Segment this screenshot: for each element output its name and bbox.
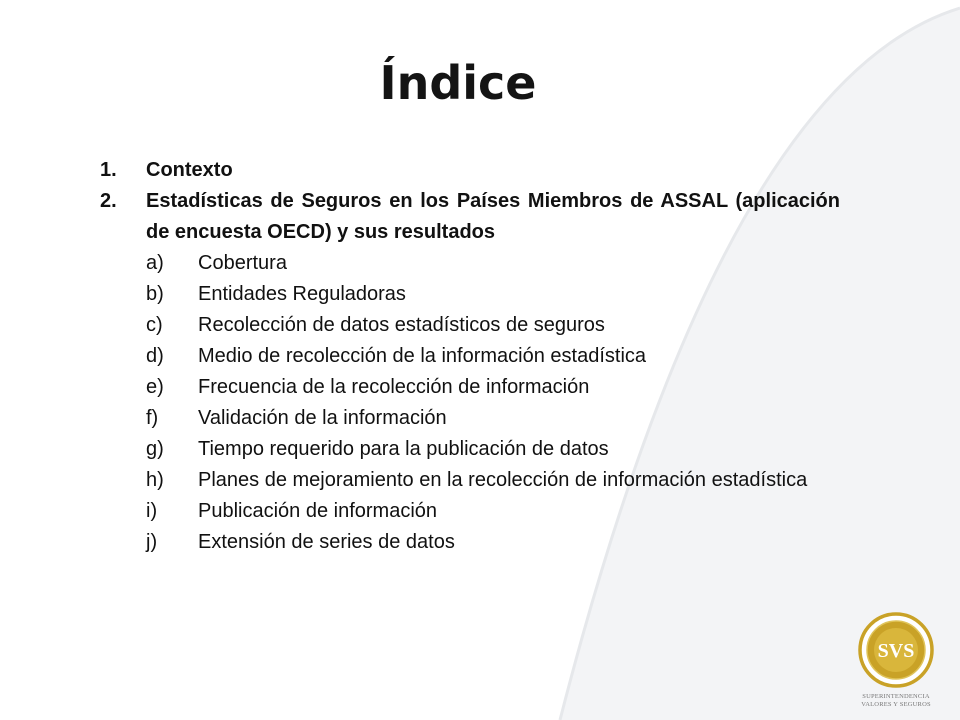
toc-item-text: Contexto: [146, 159, 233, 181]
toc-subitem-text: Publicación de información: [198, 500, 438, 522]
toc-subitem-text: Extensión de series de datos: [198, 531, 455, 553]
toc-subitem-planes: [146, 465, 840, 496]
toc-subitem-validacion: [146, 403, 840, 434]
toc-subitem-cobertura: [146, 248, 840, 279]
slide-title: Índice: [379, 56, 537, 110]
toc-subitem-text: Medio de recolección de la información estadística: [198, 345, 647, 367]
svs-logo: [856, 610, 936, 718]
toc-subitem-text: Frecuencia de la recolección de información: [198, 376, 590, 398]
toc-item-number: 2.: [100, 190, 117, 212]
toc-subitem-letter: f): [146, 407, 159, 429]
toc-item-text: Estadísticas de Seguros en los Países Miembros de ASSAL (aplicación de encuesta OECD) y sus resultados: [146, 190, 840, 243]
toc-subitem-letter: h): [146, 469, 164, 491]
emblem-monogram: SVS: [877, 640, 915, 662]
toc-subitem-letter: d): [146, 345, 164, 367]
toc-subitem-text: Validación de la información: [198, 407, 447, 429]
toc-item-contexto: [100, 155, 840, 186]
toc-subitem-recoleccion-datos: [146, 310, 840, 341]
table-of-contents: [100, 155, 840, 558]
toc-subitem-text: Entidades Reguladoras: [198, 283, 406, 305]
toc-item-number: 1.: [100, 159, 117, 181]
toc-subitem-text: Planes de mejoramiento en la recolección de información estadística: [198, 469, 808, 491]
svs-emblem: [856, 610, 936, 690]
toc-subitem-letter: b): [146, 283, 164, 305]
toc-subitem-text: Tiempo requerido para la publicación de datos: [198, 438, 609, 460]
toc-subitem-text: Recolección de datos estadísticos de seguros: [198, 314, 605, 336]
logo-tagline-line1: SUPERINTENDENCIA: [862, 693, 930, 700]
logo-tagline: [856, 693, 936, 709]
toc-subitem-publicacion: [146, 496, 840, 527]
toc-subitem-letter: g): [146, 438, 164, 460]
toc-subitem-medio: [146, 341, 840, 372]
toc-item-estadisticas: [100, 186, 840, 248]
toc-subitem-frecuencia: [146, 372, 840, 403]
toc-subitem-letter: i): [146, 500, 158, 522]
toc-subitem-extension: [146, 527, 840, 558]
toc-subitem-tiempo: [146, 434, 840, 465]
toc-subitem-letter: e): [146, 376, 164, 398]
toc-subitem-letter: c): [146, 314, 163, 336]
logo-tagline-line2: VALORES Y SEGUROS: [861, 701, 931, 708]
toc-subitem-letter: j): [146, 531, 158, 553]
toc-subitem-entidades: [146, 279, 840, 310]
toc-subitem-text: Cobertura: [198, 252, 287, 274]
toc-subitem-letter: a): [146, 252, 164, 274]
